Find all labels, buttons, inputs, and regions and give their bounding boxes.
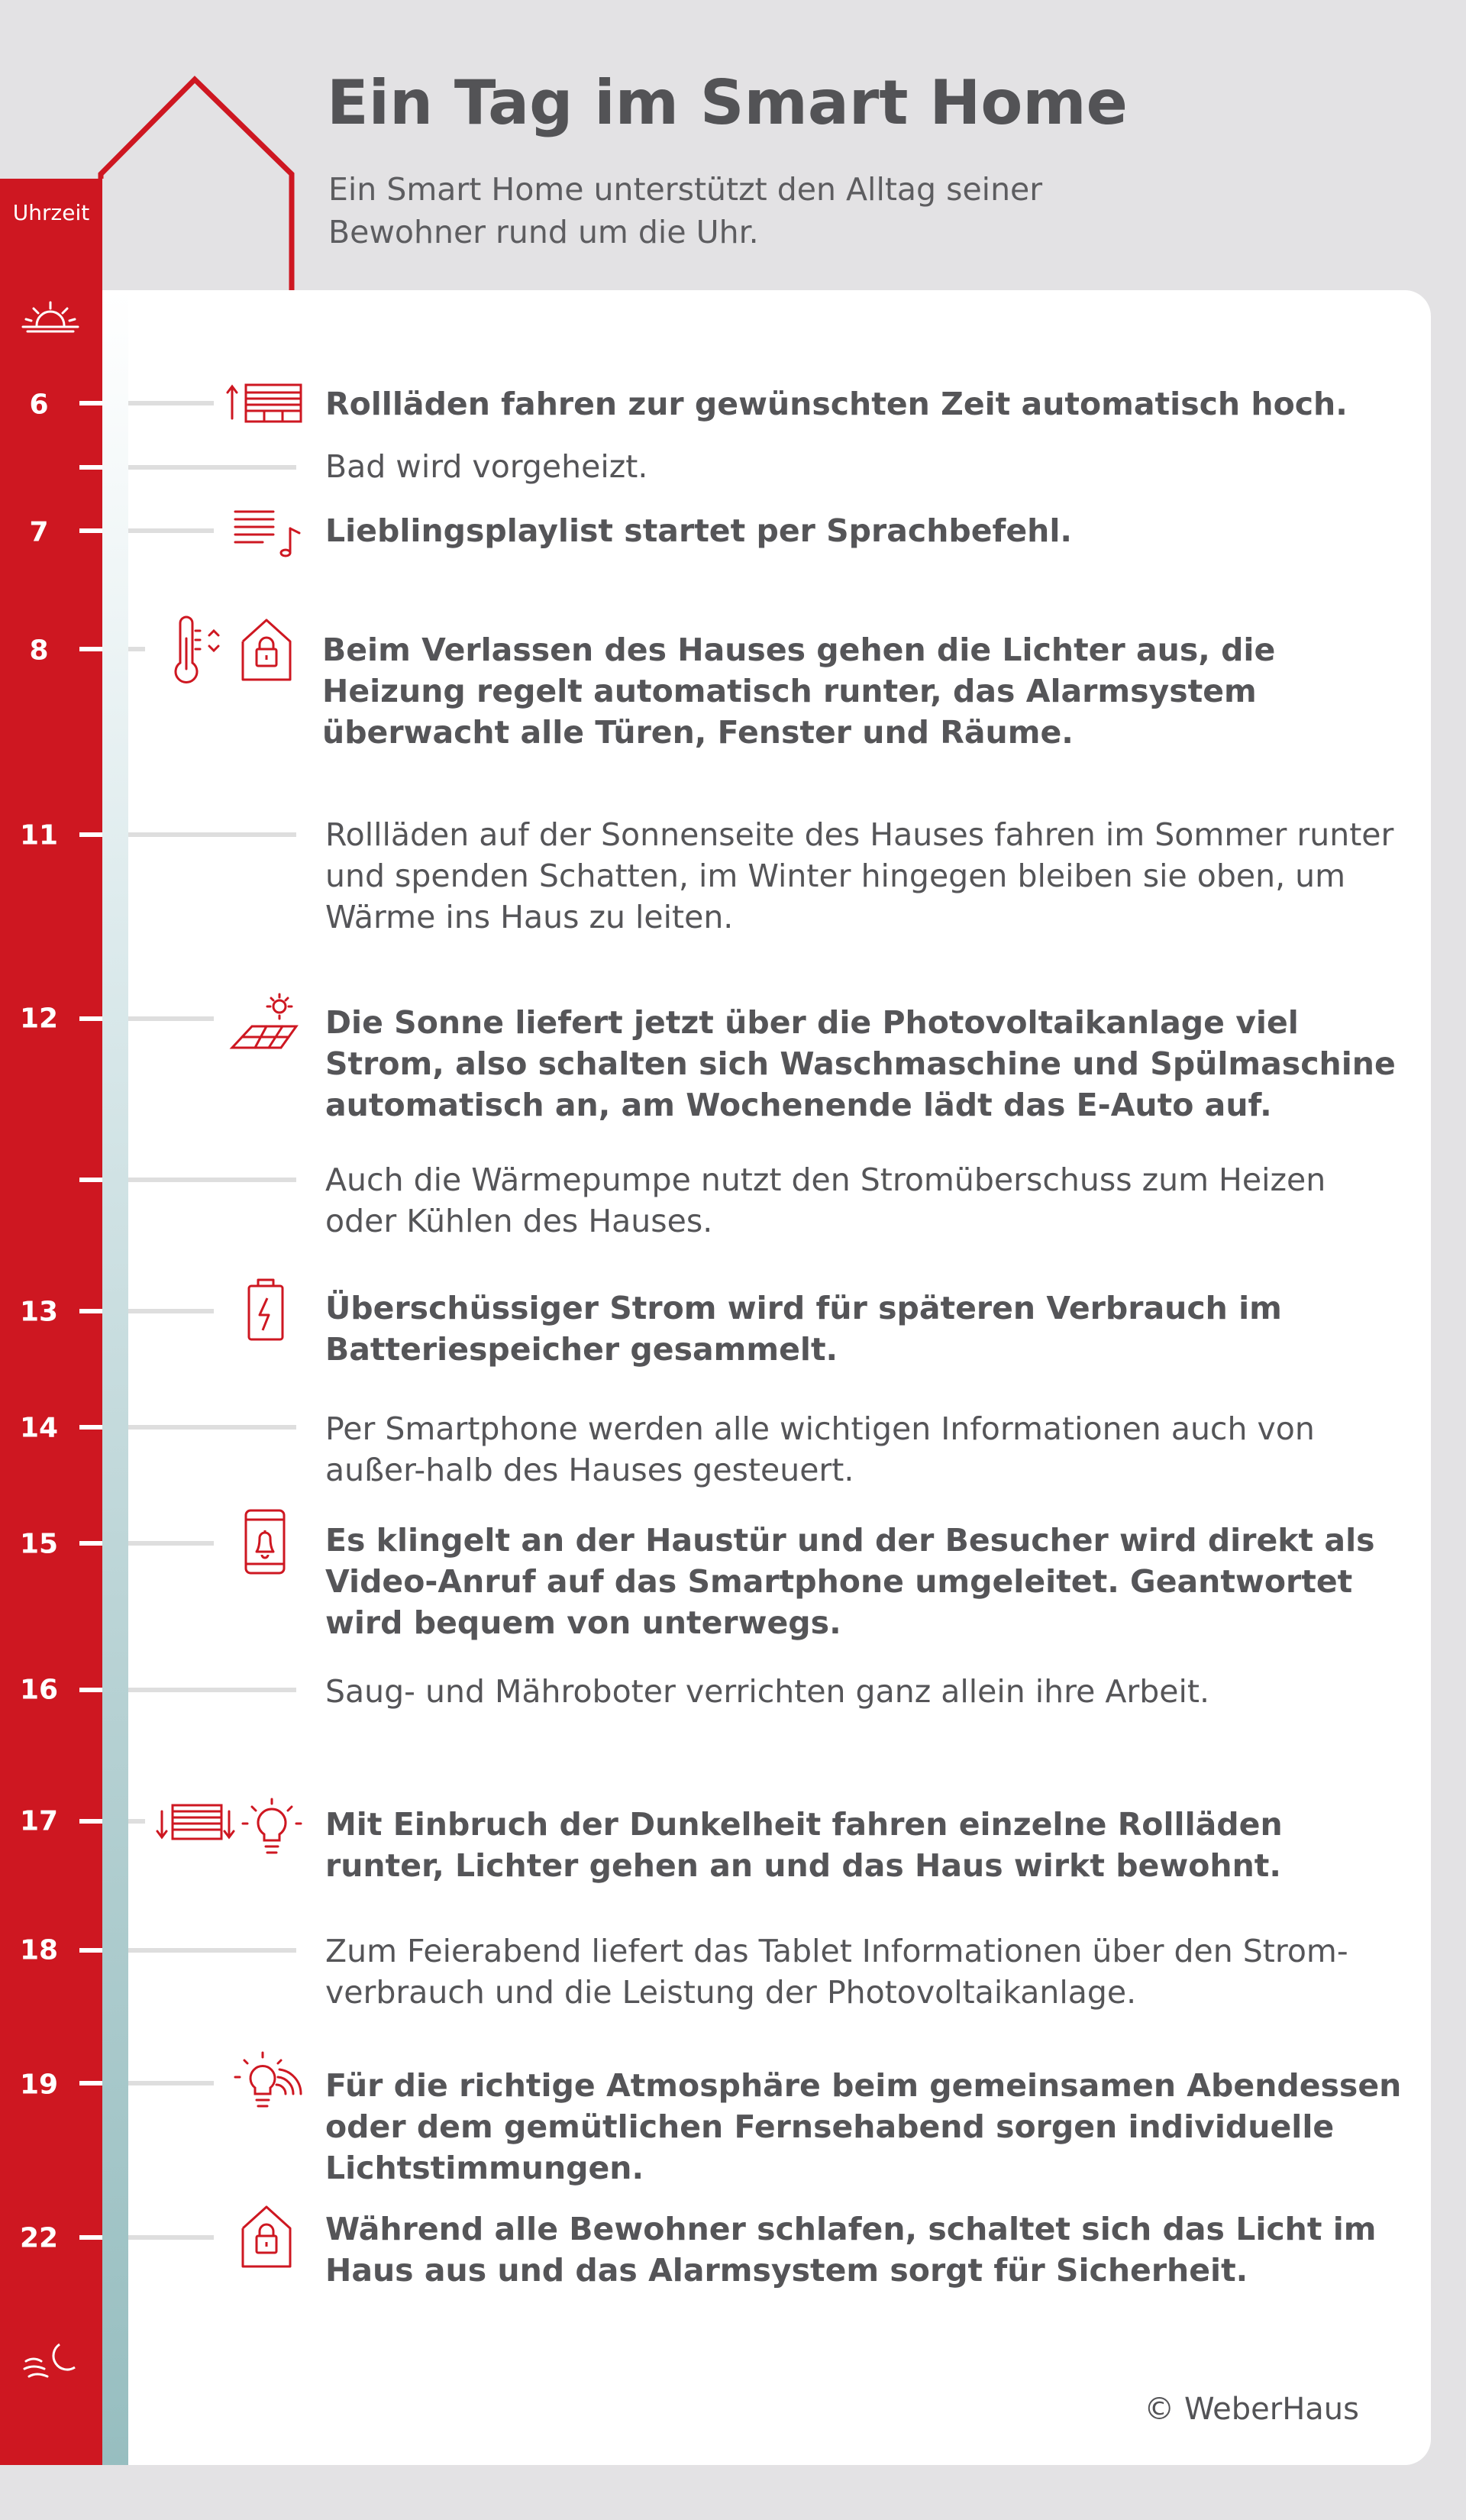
leader-line (128, 1819, 145, 1824)
hour-tick (79, 1948, 102, 1953)
hour-tick (79, 832, 102, 837)
entry-text: Lieblingsplaylist startet per Sprachbefehl. (325, 512, 1072, 549)
entry-text: Rollläden fahren zur gewünschten Zeit automatisch hoch. (325, 386, 1348, 422)
hour-label: 17 (19, 1805, 59, 1837)
time-bar-label: Uhrzeit (12, 200, 90, 225)
hour-tick (79, 528, 102, 533)
mood-light-icon (232, 2050, 305, 2114)
hour-tick (79, 401, 102, 405)
entry-text: Während alle Bewohner schlafen, schaltet sich das Licht im Haus aus und das Alarmsystem sorgt für Sicherheit. (325, 2211, 1377, 2289)
shutter-down-icon (156, 1801, 235, 1843)
hour-label: 12 (19, 1003, 59, 1035)
leader-line (128, 832, 296, 837)
leader-line (128, 465, 296, 470)
hour-label: 13 (19, 1296, 59, 1328)
hour-label: 7 (29, 516, 49, 548)
hour-label: 15 (19, 1528, 59, 1560)
hour-tick (79, 465, 102, 470)
entry-text: Auch die Wärmepumpe nutzt den Stromüberschuss zum Heizen oder Kühlen des Hauses. (325, 1161, 1326, 1239)
hour-label: 14 (19, 1412, 59, 1444)
hour-label: 6 (29, 389, 49, 421)
hour-tick (79, 2081, 102, 2085)
leader-line (128, 2235, 214, 2240)
shutter-up-icon (226, 382, 305, 425)
hour-tick (79, 1425, 102, 1430)
leader-line (128, 528, 214, 533)
lightbulb-icon (240, 1796, 304, 1860)
leader-line (128, 1178, 296, 1182)
entry-text: Die Sonne liefert jetzt über die Photovoltaikanlage viel Strom, also schalten sich Waschmaschine und Spülmaschine automatisch an, am Wochenende lädt das E-Auto auf. (325, 1004, 1396, 1123)
entry-text: Beim Verlassen des Hauses gehen die Lichter aus, die Heizung regelt automatisch runter, das Alarmsystem überwacht alle Türen, Fenster und Räume. (322, 632, 1276, 751)
entry-text: Für die richtige Atmosphäre beim gemeinsamen Abendessen oder dem gemütlichen Fernsehabend sorgen individuelle Lichtstimmungen. (325, 2067, 1402, 2186)
playlist-icon (232, 507, 302, 557)
hour-label: 16 (19, 1674, 59, 1706)
leader-line (128, 1688, 296, 1692)
entry-text: Per Smartphone werden alle wichtigen Informationen auch von außer-halb des Hauses gesteuert. (325, 1410, 1315, 1488)
entry-text: Zum Feierabend liefert das Tablet Informationen über den Strom-verbrauch und die Leistung der Photovoltaikanlage. (325, 1933, 1348, 2011)
entry-text: Saug- und Mähroboter verrichten ganz allein ihre Arbeit. (325, 1673, 1210, 1710)
house-lock-night-icon (238, 2202, 295, 2271)
hour-tick (79, 2235, 102, 2240)
thermometer-icon (170, 615, 223, 689)
hour-tick (79, 1688, 102, 1692)
leader-line (128, 1309, 214, 1313)
entry-text: Mit Einbruch der Dunkelheit fahren einzelne Rollläden runter, Lichter gehen an und das Haus wirkt bewohnt. (325, 1806, 1283, 1884)
copyright: © WeberHaus (1144, 2392, 1359, 2427)
hour-label: 19 (19, 2069, 59, 2101)
hour-tick (79, 1309, 102, 1313)
hour-label: 11 (19, 819, 59, 851)
smartphone-bell-icon (243, 1507, 287, 1576)
entry-text: Rollläden auf der Sonnenseite des Hauses fahren im Sommer runter und spenden Schatten, im Winter hingegen bleiben sie oben, um Wärme ins Haus zu leiten. (325, 816, 1394, 935)
leader-line (128, 2081, 214, 2085)
entry-text: Es klingelt an der Haustür und der Besucher wird direkt als Video-Anruf auf das Smartphone umgeleitet. Geantwortet wird bequem von unterwegs. (325, 1522, 1375, 1641)
leader-line (128, 1541, 214, 1546)
sunrise-icon (20, 298, 81, 336)
hour-tick (79, 1178, 102, 1182)
entry-text: Überschüssiger Strom wird für späteren Verbrauch im Batteriespeicher gesammelt. (325, 1290, 1282, 1368)
hour-label: 18 (19, 1934, 59, 1966)
hour-tick (79, 647, 102, 651)
moon-icon (21, 2338, 82, 2381)
leader-line (128, 1948, 296, 1953)
hour-label: 22 (19, 2222, 59, 2254)
leader-line (128, 1016, 214, 1021)
leader-line (128, 1425, 296, 1430)
hour-tick (79, 1541, 102, 1546)
page-subtitle: Ein Smart Home unterstützt den Alltag seiner Bewohner rund um die Uhr. (328, 171, 1043, 250)
hour-tick (79, 1016, 102, 1021)
day-gradient-strip (102, 290, 128, 2465)
leader-line (128, 647, 145, 651)
leader-line (128, 401, 214, 405)
battery-icon (244, 1277, 287, 1342)
hour-label: 8 (29, 635, 49, 667)
page-title: Ein Tag im Smart Home (327, 67, 1128, 138)
solar-panel-icon (229, 993, 299, 1054)
hour-tick (79, 1819, 102, 1824)
house-lock-icon (238, 615, 295, 684)
entry-text: Bad wird vorgeheizt. (325, 448, 648, 485)
